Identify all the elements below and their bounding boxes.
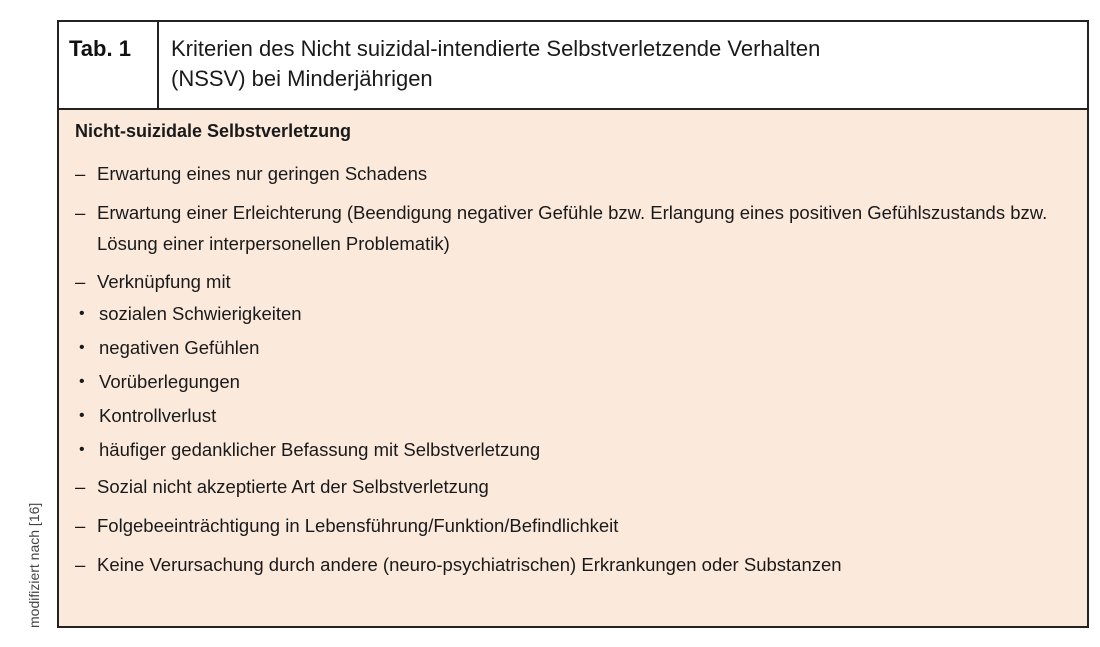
criterion-item-group <box>75 267 1075 467</box>
criterion-item <box>75 471 1075 502</box>
bullet-marker: • <box>79 441 85 458</box>
criteria-table <box>57 20 1089 628</box>
sub-criterion-item <box>75 331 1075 365</box>
sub-criterion-text: Vorüberlegungen <box>99 371 240 392</box>
dash-marker: – <box>75 476 86 497</box>
criterion-item <box>75 549 1075 580</box>
table-title <box>159 22 1087 108</box>
table-title-line-1: Kriterien des Nicht suizidal-intendierte Selbstverletzende Verhalten <box>171 36 821 61</box>
section-heading: Nicht-suizidale Selbstverletzung <box>75 121 352 141</box>
criterion-text: Verknüpfung mit <box>97 271 231 292</box>
table-title-line-2: (NSSV) bei Minderjährigen <box>171 66 433 91</box>
sub-criterion-item <box>75 399 1075 433</box>
dash-marker: – <box>75 271 86 292</box>
dash-marker: – <box>75 202 86 223</box>
sub-criterion-text: Kontrollverlust <box>99 405 217 426</box>
table-body <box>59 110 1087 580</box>
criterion-item <box>75 197 1075 259</box>
table-header <box>59 22 1087 110</box>
criterion-item <box>75 158 1075 189</box>
sub-criterion-text: sozialen Schwierigkeiten <box>99 303 302 324</box>
sub-criterion-item <box>75 297 1075 331</box>
bullet-marker: • <box>79 407 85 424</box>
criterion-text: Sozial nicht akzeptierte Art der Selbstverletzung <box>97 476 489 497</box>
criterion-item <box>75 510 1075 541</box>
sub-criteria-list <box>75 297 1075 467</box>
bullet-marker: • <box>79 305 85 322</box>
bullet-marker: • <box>79 339 85 356</box>
criterion-text: Folgebeeinträchtigung in Lebensführung/Funktion/Befindlichkeit <box>97 515 619 536</box>
dash-marker: – <box>75 554 86 575</box>
sub-criterion-text: häufiger gedanklicher Befassung mit Selbstverletzung <box>99 439 541 460</box>
criterion-group-head <box>75 267 1075 297</box>
dash-marker: – <box>75 515 86 536</box>
sub-criterion-text: negativen Gefühlen <box>99 337 260 358</box>
source-note: modifiziert nach [16] <box>26 502 42 628</box>
criterion-text: Erwartung einer Erleichterung (Beendigung negativer Gefühle bzw. Erlangung eines positiven Gefühlszustands bzw. Lösung einer interpersonellen Problematik) <box>97 202 1048 254</box>
bullet-marker: • <box>79 373 85 390</box>
sub-criterion-item <box>75 365 1075 399</box>
criterion-text: Erwartung eines nur geringen Schadens <box>97 163 428 184</box>
sub-criterion-item <box>75 433 1075 467</box>
criterion-text: Keine Verursachung durch andere (neuro-psychiatrischen) Erkrankungen oder Substanzen <box>97 554 842 575</box>
table-label: Tab. 1 <box>59 22 159 108</box>
dash-marker: – <box>75 163 86 184</box>
